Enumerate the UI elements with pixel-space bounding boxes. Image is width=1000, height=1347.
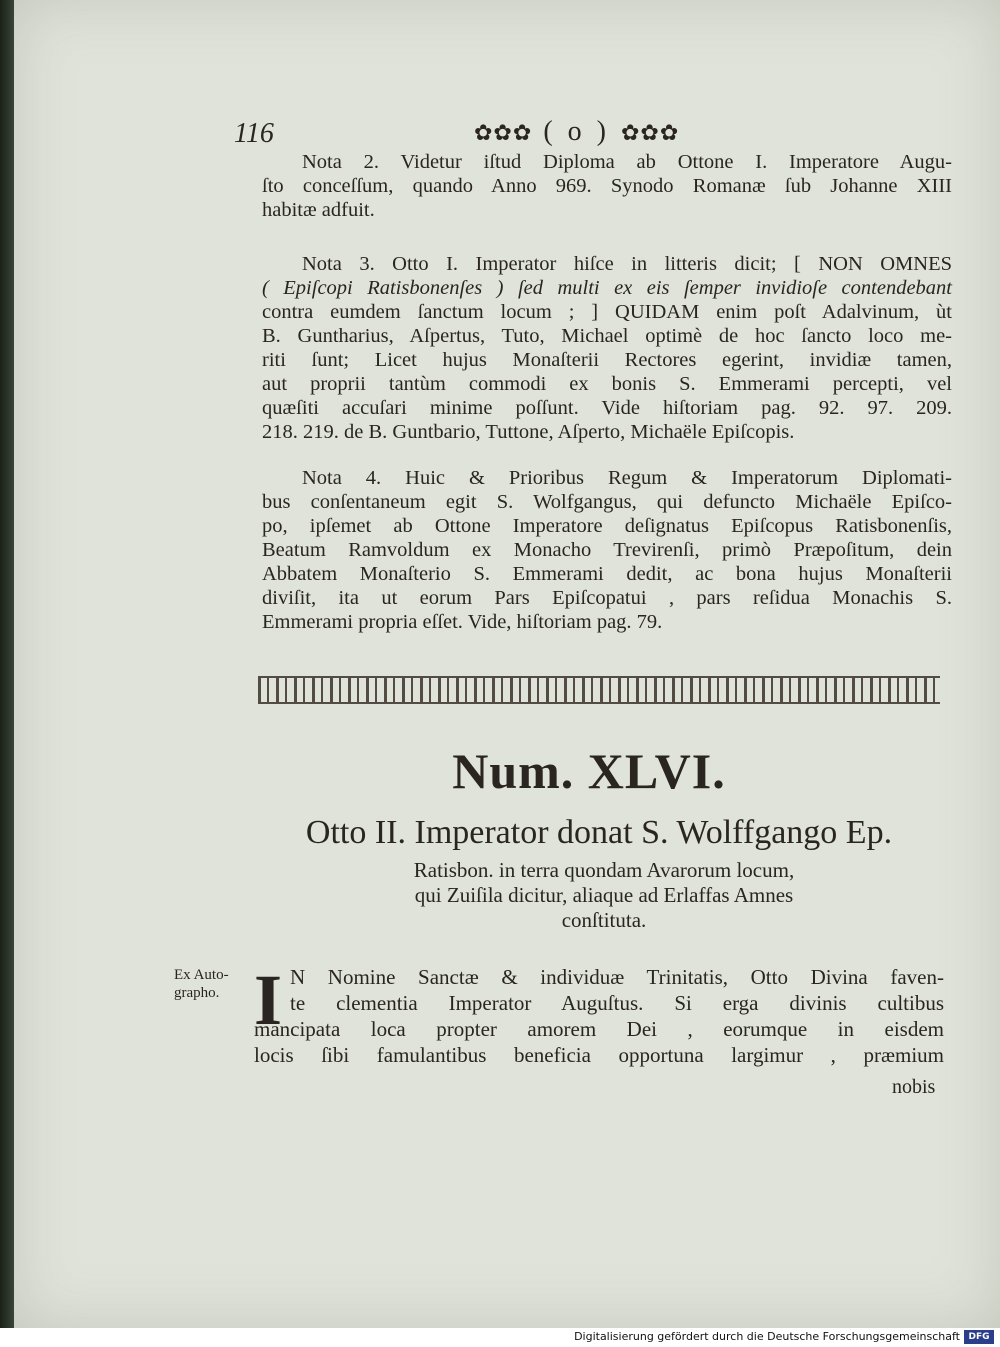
ornament-right-icon: ✿✿✿ bbox=[620, 120, 680, 145]
text-line: Beatum Ramvoldum ex Monacho Trevirenſi, primò Præpoſitum, dein bbox=[262, 539, 952, 561]
ornament-left-icon: ✿✿✿ bbox=[474, 120, 533, 145]
text-line: mancipata loca propter amorem Dei , eorumque in eisdem bbox=[254, 1017, 944, 1041]
subtitle-line: conſtituta. bbox=[561, 908, 647, 932]
text-line: contra eumdem ſanctum locum ; ] QUIDAM enim poſt Adalvinum, ùt bbox=[262, 301, 952, 323]
text-line: diviſit, ita ut eorum Pars Epiſcopatui , pars reſidua Monachis S. bbox=[262, 587, 952, 609]
text-line: riti ſunt; Licet hujus Monaſterii Rectores egerint, invidiæ tamen, bbox=[262, 349, 952, 371]
document-subtitle bbox=[14, 858, 1000, 933]
text-line: Nota 3. Otto I. Imperator hiſce in litteris dicit; [ NON OMNES bbox=[302, 253, 952, 275]
text-line: bus conſentaneum egit S. Wolfgangus, qui defuncto Michaële Epiſco- bbox=[262, 491, 952, 513]
catchword: nobis bbox=[892, 1076, 936, 1098]
footer-credit: Digitalisierung gefördert durch die Deutsche Forschungsgemeinschaft bbox=[574, 1330, 960, 1343]
header-ornament bbox=[474, 116, 679, 148]
header-center-mark: ( o ) bbox=[543, 116, 610, 147]
dfg-logo-icon[interactable]: DFG bbox=[964, 1330, 994, 1344]
drop-cap: I bbox=[254, 960, 283, 1040]
scanned-page bbox=[14, 0, 1000, 1328]
text-line: po, ipſemet ab Ottone Imperatore deſignatus Epiſcopus Ratisbonenſis, bbox=[262, 515, 952, 537]
book-spine bbox=[0, 0, 14, 1328]
page-number: 116 bbox=[234, 118, 274, 149]
margin-note-line: grapho. bbox=[174, 985, 220, 1001]
text-line: habitæ adfuit. bbox=[262, 199, 375, 221]
text-line: ( Epiſcopi Ratisbonenſes ) ſed multi ex eis ſemper invidioſe contendebant bbox=[262, 277, 952, 299]
ornamental-divider bbox=[258, 676, 940, 704]
body-text bbox=[254, 960, 944, 1068]
text-line: ſto conceſſum, quando Anno 969. Synodo Romanæ ſub Johanne XIII bbox=[262, 175, 952, 197]
text-line: N Nomine Sanctæ & individuæ Trinitatis, Otto Divina faven- bbox=[290, 965, 944, 989]
text-line: locis ſibi famulantibus beneficia opportuna largimur , præmium bbox=[254, 1043, 944, 1067]
text-line: Nota 2. Videtur iſtud Diploma ab Ottone I. Imperatore Augu- bbox=[302, 151, 952, 173]
text-line: 218. 219. de B. Guntbario, Tuttone, Aſperto, Michaële Epiſcopis. bbox=[262, 421, 795, 443]
nota-3 bbox=[262, 252, 952, 444]
text-line: B. Guntharius, Aſpertus, Tuto, Michael optimè de hoc ſancto loco me- bbox=[262, 325, 952, 347]
text-line: te clementia Imperator Auguſtus. Si erga divinis cultibus bbox=[290, 991, 944, 1015]
text-line: Abbatem Monaſterio S. Emmerami dedit, ac bona hujus Monaſterii bbox=[262, 563, 952, 585]
margin-note bbox=[174, 966, 229, 1002]
margin-note-line: Ex Auto- bbox=[174, 967, 229, 983]
text-line: Nota 4. Huic & Prioribus Regum & Imperatorum Diplomati- bbox=[302, 467, 952, 489]
text-line: aut proprii tantùm commodi ex bonis S. Emmerami percepti, vel bbox=[262, 373, 952, 395]
footer-bar bbox=[0, 1328, 1000, 1347]
document-number: Num. XLVI. bbox=[452, 743, 726, 799]
subtitle-line: qui Zuiſila dicitur, aliaque ad Erlaffas Amnes bbox=[414, 883, 794, 907]
nota-4 bbox=[262, 466, 952, 634]
subtitle-line: Ratisbon. in terra quondam Avarorum locum, bbox=[413, 858, 795, 882]
text-line: quæſiti accuſari minime poſſunt. Vide hiſtoriam pag. 92. 97. 209. bbox=[262, 397, 952, 419]
document-title: Otto II. Imperator donat S. Wolffgango Ep. bbox=[305, 814, 893, 851]
nota-2 bbox=[262, 150, 952, 222]
text-line: Emmerami propria eſſet. Vide, hiſtoriam pag. 79. bbox=[262, 611, 663, 633]
page-header bbox=[14, 116, 1000, 150]
